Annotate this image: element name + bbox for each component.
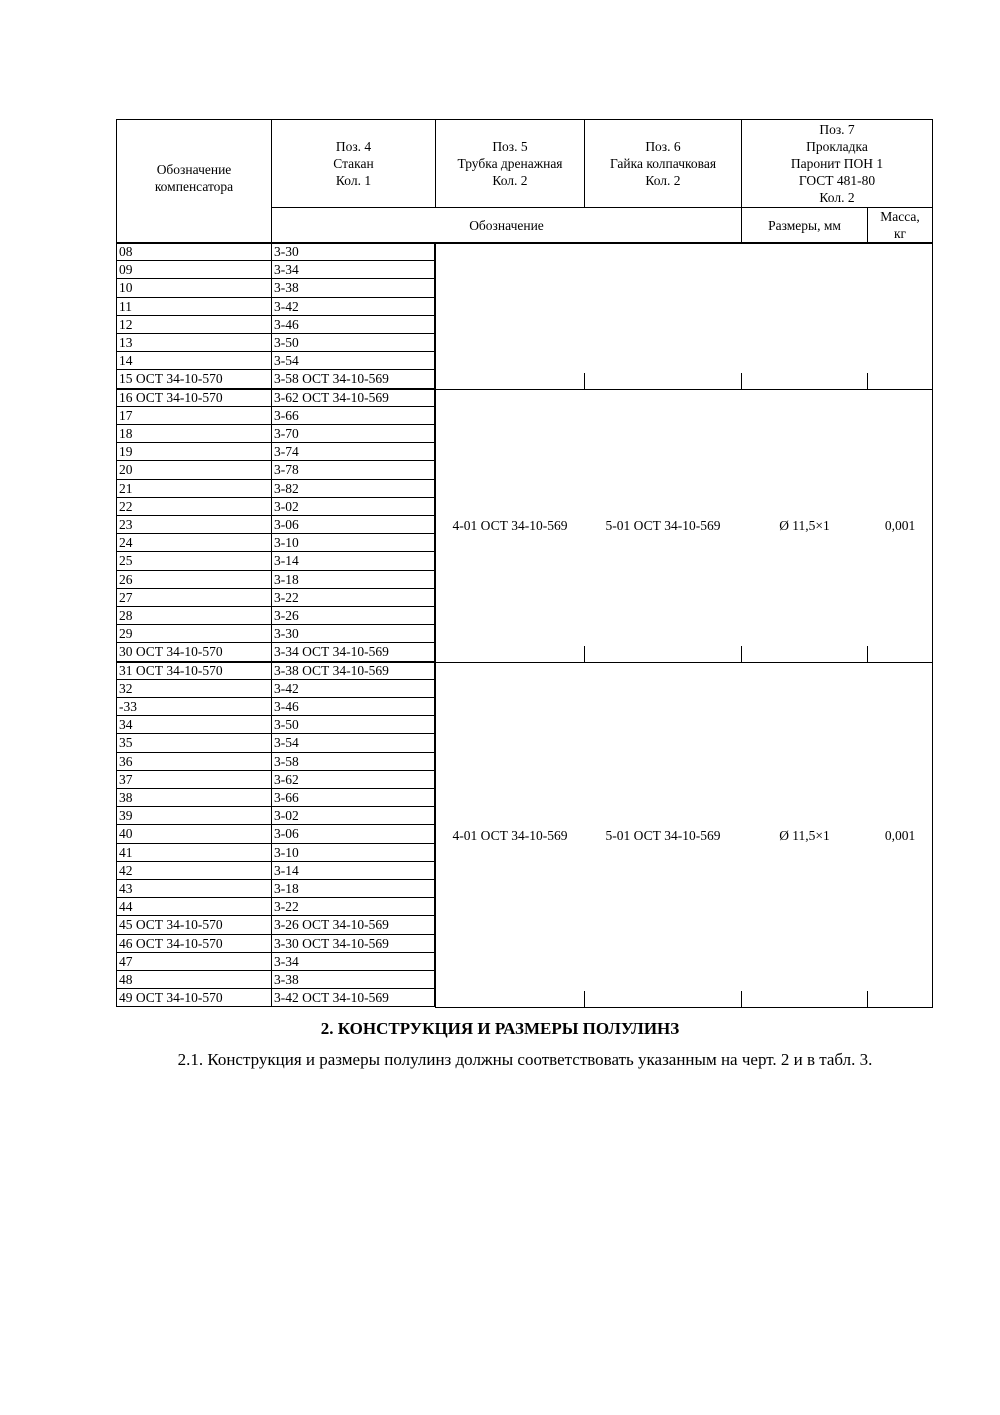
- table-row: [116, 589, 435, 607]
- group-top-rule: [116, 662, 435, 663]
- cell-compensator: 49 ОСТ 34-10-570: [116, 989, 272, 1007]
- cell-pos4: 3-74: [271, 443, 435, 461]
- cell-pos4: 3-42: [271, 680, 435, 698]
- table-row: [116, 316, 435, 334]
- table-row: [116, 662, 435, 680]
- header-pos7: Поз. 7 Прокладка Паронит ПОН 1 ГОСТ 481-80 Кол. 2: [741, 119, 933, 208]
- table-row: [116, 279, 435, 297]
- cell-pos4: 3-62 ОСТ 34-10-569: [271, 389, 435, 407]
- cell-compensator: 12: [116, 316, 272, 334]
- cell-pos4: 3-70: [271, 425, 435, 443]
- table-row: [116, 935, 435, 953]
- cell-pos4: 3-02: [271, 498, 435, 516]
- group-top-rule: [116, 243, 435, 244]
- section-title: 2. КОНСТРУКЦИЯ И РАЗМЕРЫ ПОЛУЛИНЗ: [320, 1019, 680, 1038]
- column-tick: [584, 991, 585, 1007]
- cell-compensator: 14: [116, 352, 272, 370]
- column-tick: [741, 646, 742, 662]
- table-row: [116, 862, 435, 880]
- table-row: [116, 953, 435, 971]
- cell-compensator: 37: [116, 771, 272, 789]
- cell-compensator: 24: [116, 534, 272, 552]
- cell-pos4: 3-22: [271, 898, 435, 916]
- table-row: [116, 734, 435, 752]
- merged-pos5: 4-01 ОСТ 34-10-569: [452, 827, 568, 843]
- cell-pos4: 3-22: [271, 589, 435, 607]
- table-row: [116, 825, 435, 843]
- table-row: [116, 625, 435, 643]
- table-row: [116, 261, 435, 279]
- cell-compensator: 34: [116, 716, 272, 734]
- table-row: [116, 680, 435, 698]
- header-pos5: Поз. 5 Трубка дренажная Кол. 2: [435, 119, 585, 208]
- cell-compensator: 48: [116, 971, 272, 989]
- table-row: [116, 989, 435, 1007]
- merged-mass: 0,001: [884, 827, 916, 843]
- cell-compensator: 42: [116, 862, 272, 880]
- cell-pos4: 3-06: [271, 516, 435, 534]
- section-paragraph: 2.1. Конструкция и размеры полулинз должны соответствовать указанным на черт. 2 и в табл. 3.: [177, 1050, 873, 1069]
- header-sub-sizes: Размеры, мм: [741, 207, 868, 243]
- merged-pos6: 5-01 ОСТ 34-10-569: [605, 827, 721, 843]
- group-top-rule: [116, 389, 435, 390]
- cell-compensator: 09: [116, 261, 272, 279]
- cell-compensator: 31 ОСТ 34-10-570: [116, 662, 272, 680]
- cell-pos4: 3-58 ОСТ 34-10-569: [271, 370, 435, 388]
- table-row: [116, 698, 435, 716]
- cell-pos4: 3-30: [271, 243, 435, 261]
- cell-pos4: 3-46: [271, 316, 435, 334]
- column-tick: [584, 646, 585, 662]
- cell-pos4: 3-10: [271, 844, 435, 862]
- cell-compensator: 36: [116, 753, 272, 771]
- cell-pos4: 3-34: [271, 261, 435, 279]
- cell-compensator: 29: [116, 625, 272, 643]
- table-row: [116, 807, 435, 825]
- table-row: [116, 916, 435, 934]
- cell-pos4: 3-30: [271, 625, 435, 643]
- cell-pos4: 3-18: [271, 571, 435, 589]
- cell-compensator: 43: [116, 880, 272, 898]
- column-tick: [741, 373, 742, 389]
- table-row: [116, 461, 435, 479]
- cell-compensator: 20: [116, 461, 272, 479]
- table-row: [116, 498, 435, 516]
- cell-compensator: 44: [116, 898, 272, 916]
- cell-compensator: 45 ОСТ 34-10-570: [116, 916, 272, 934]
- table-row: [116, 534, 435, 552]
- table-row: [116, 898, 435, 916]
- cell-compensator: 18: [116, 425, 272, 443]
- cell-pos4: 3-82: [271, 480, 435, 498]
- table-row: [116, 352, 435, 370]
- cell-pos4: 3-66: [271, 789, 435, 807]
- cell-pos4: 3-50: [271, 334, 435, 352]
- cell-pos4: 3-34 ОСТ 34-10-569: [271, 643, 435, 661]
- table-row: [116, 789, 435, 807]
- table-row: [116, 407, 435, 425]
- table-row: [116, 243, 435, 261]
- cell-compensator: 08: [116, 243, 272, 261]
- cell-pos4: 3-38: [271, 971, 435, 989]
- cell-compensator: 47: [116, 953, 272, 971]
- cell-pos4: 3-78: [271, 461, 435, 479]
- cell-pos4: 3-58: [271, 753, 435, 771]
- cell-compensator: 11: [116, 298, 272, 316]
- cell-pos4: 3-14: [271, 552, 435, 570]
- cell-compensator: 22: [116, 498, 272, 516]
- cell-pos4: 3-10: [271, 534, 435, 552]
- cell-compensator: 13: [116, 334, 272, 352]
- cell-compensator: 46 ОСТ 34-10-570: [116, 935, 272, 953]
- header-designation: [116, 119, 272, 243]
- cell-compensator: 30 ОСТ 34-10-570: [116, 643, 272, 661]
- cell-pos4: 3-46: [271, 698, 435, 716]
- column-tick: [867, 646, 868, 662]
- header-sub-designation: Обозначение: [271, 207, 742, 243]
- header-pos6: Поз. 6 Гайка колпачковая Кол. 2: [584, 119, 742, 208]
- table-row: [116, 753, 435, 771]
- cell-compensator: 27: [116, 589, 272, 607]
- header-pos4: Поз. 4 Стакан Кол. 1: [271, 119, 436, 208]
- cell-compensator: 28: [116, 607, 272, 625]
- cell-pos4: 3-54: [271, 352, 435, 370]
- merged-pos6: 5-01 ОСТ 34-10-569: [605, 518, 721, 534]
- cell-pos4: 3-26 ОСТ 34-10-569: [271, 916, 435, 934]
- cell-compensator: 40: [116, 825, 272, 843]
- table-row: [116, 571, 435, 589]
- table-row: [116, 480, 435, 498]
- cell-compensator: 35: [116, 734, 272, 752]
- cell-compensator: 38: [116, 789, 272, 807]
- table-row: [116, 971, 435, 989]
- cell-pos4: 3-38: [271, 279, 435, 297]
- cell-compensator: 19: [116, 443, 272, 461]
- table-row: [116, 643, 435, 661]
- cell-compensator: 15 ОСТ 34-10-570: [116, 370, 272, 388]
- cell-pos4: 3-38 ОСТ 34-10-569: [271, 662, 435, 680]
- cell-pos4: 3-14: [271, 862, 435, 880]
- cell-pos4: 3-30 ОСТ 34-10-569: [271, 935, 435, 953]
- table-row: [116, 389, 435, 407]
- cell-pos4: 3-62: [271, 771, 435, 789]
- cell-pos4: 3-18: [271, 880, 435, 898]
- cell-pos4: 3-42 ОСТ 34-10-569: [271, 989, 435, 1007]
- merged-cell-group: [435, 243, 933, 390]
- cell-pos4: 3-26: [271, 607, 435, 625]
- cell-compensator: -33: [116, 698, 272, 716]
- cell-pos4: 3-50: [271, 716, 435, 734]
- table-row: [116, 370, 435, 388]
- merged-sizes: Ø 11,5×1: [779, 518, 830, 534]
- table-row: [116, 844, 435, 862]
- cell-compensator: 32: [116, 680, 272, 698]
- merged-pos5: 4-01 ОСТ 34-10-569: [452, 518, 568, 534]
- table-row: [116, 443, 435, 461]
- cell-compensator: 23: [116, 516, 272, 534]
- cell-pos4: 3-42: [271, 298, 435, 316]
- column-tick: [867, 991, 868, 1007]
- cell-compensator: 16 ОСТ 34-10-570: [116, 389, 272, 407]
- cell-compensator: 41: [116, 844, 272, 862]
- merged-mass: 0,001: [884, 518, 916, 534]
- cell-compensator: 39: [116, 807, 272, 825]
- table-row: [116, 880, 435, 898]
- table-row: [116, 771, 435, 789]
- cell-pos4: 3-54: [271, 734, 435, 752]
- header-designation-lines: Обозначение компенсатора: [154, 162, 234, 194]
- header-sub-mass: Масса, кг: [867, 207, 933, 243]
- cell-compensator: 17: [116, 407, 272, 425]
- cell-pos4: 3-02: [271, 807, 435, 825]
- table-row: [116, 298, 435, 316]
- table-row: [116, 516, 435, 534]
- table-row: [116, 425, 435, 443]
- table-row: [116, 716, 435, 734]
- cell-compensator: 10: [116, 279, 272, 297]
- table-row: [116, 607, 435, 625]
- merged-sizes: Ø 11,5×1: [779, 827, 830, 843]
- column-tick: [741, 991, 742, 1007]
- cell-pos4: 3-34: [271, 953, 435, 971]
- column-tick: [584, 373, 585, 389]
- cell-compensator: 26: [116, 571, 272, 589]
- cell-compensator: 25: [116, 552, 272, 570]
- cell-compensator: 21: [116, 480, 272, 498]
- table-row: [116, 552, 435, 570]
- cell-pos4: 3-06: [271, 825, 435, 843]
- column-tick: [867, 373, 868, 389]
- cell-pos4: 3-66: [271, 407, 435, 425]
- table-row: [116, 334, 435, 352]
